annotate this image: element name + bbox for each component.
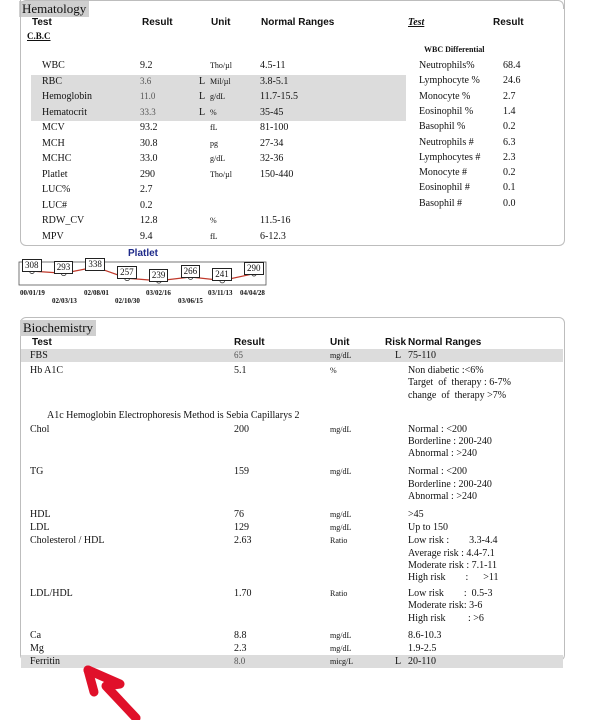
hema-test-name: RDW_CV xyxy=(42,215,85,226)
bio-normal-range: Normal : <200 xyxy=(408,466,467,478)
bio-result-value: 65 xyxy=(234,350,243,360)
hema-unit: fL xyxy=(210,123,218,132)
platelet-data-label: 290 xyxy=(244,262,264,275)
bio-unit: mg/dL xyxy=(330,424,352,434)
bio-unit: % xyxy=(330,366,337,376)
bio-test-name: Ca xyxy=(30,629,42,641)
hema-result-value: 93.2 xyxy=(140,122,158,133)
hema-normal-range: 11.5-16 xyxy=(260,215,291,226)
x-tick-label: 03/02/16 xyxy=(146,289,171,297)
hema-unit: pg xyxy=(210,138,218,148)
bio-normal-range: change of therapy >7% xyxy=(408,389,507,401)
bio-risk-flag: L xyxy=(395,350,402,361)
diff-result-value: 0.2 xyxy=(503,167,516,179)
hema-test-name: RBC xyxy=(42,75,63,87)
hema-col-normal: Normal Ranges xyxy=(261,17,335,28)
diff-result-value: 0.0 xyxy=(503,197,516,209)
bio-normal-range: Abnormal : >240 xyxy=(408,448,477,460)
bio-normal-range: High risk : >6 xyxy=(408,612,484,624)
bio-result-value: 8.0 xyxy=(234,656,246,667)
hema-test-name: LUC% xyxy=(42,184,71,195)
bio-normal-range: Up to 150 xyxy=(408,522,448,534)
hematology-box-top xyxy=(20,0,564,9)
bio-test-name: HDL xyxy=(30,509,51,520)
hema-test-name: Hemoglobin xyxy=(42,91,92,102)
platelet-chart-title: Platlet xyxy=(128,248,159,259)
bio-normal-range: Target of therapy : 6-7% xyxy=(408,377,511,389)
bio-result-value: 2.3 xyxy=(234,643,247,654)
hema-normal-range: 32-36 xyxy=(260,153,284,164)
red-arrow-icon xyxy=(80,662,160,720)
x-tick-label: 03/06/15 xyxy=(178,297,203,305)
diff-result-value: 0.1 xyxy=(503,182,516,194)
diff-test-name: Monocyte # xyxy=(419,167,468,179)
hema-normal-range: 81-100 xyxy=(260,122,289,133)
bio-normal-range: Non diabetic :<6% xyxy=(408,365,484,377)
hema-result-value: 0.2 xyxy=(140,199,153,211)
diff-test-name: Neutrophils% xyxy=(419,60,475,71)
hema-normal-range: 11.7-15.5 xyxy=(260,91,298,102)
bio-normal-range: Moderate risk: 3-6 xyxy=(408,600,483,612)
hema-test-name: WBC xyxy=(42,60,65,71)
diff-result-value: 0.2 xyxy=(503,121,516,133)
x-tick-label: 02/03/13 xyxy=(52,297,77,305)
hema-test-name: LUC# xyxy=(42,199,67,211)
hema-col-test2: Test xyxy=(408,17,425,28)
hema-normal-range: 27-34 xyxy=(260,137,284,149)
bio-normal-range: >45 xyxy=(408,509,424,520)
diff-test-name: Lymphocyte % xyxy=(419,75,480,87)
biochemistry-title: Biochemistry xyxy=(20,320,96,336)
hematology-box xyxy=(20,0,565,246)
hema-unit: % xyxy=(210,216,217,225)
hema-col-unit: Unit xyxy=(211,17,231,28)
bio-normal-range: 8.6-10.3 xyxy=(408,629,442,641)
hema-unit: Tho/µl xyxy=(210,61,232,70)
diff-test-name: Lymphocytes # xyxy=(419,151,481,163)
platelet-data-label: 293 xyxy=(54,261,74,274)
hema-unit: g/dL xyxy=(210,154,226,163)
hema-unit: Tho/µl xyxy=(210,169,232,179)
bio-unit: mg/dL xyxy=(330,510,352,519)
hema-normal-range: 150-440 xyxy=(260,168,294,180)
bio-result-value: 5.1 xyxy=(234,365,247,377)
row-highlight xyxy=(21,349,563,362)
bio-unit: mg/dL xyxy=(330,644,352,653)
diff-result-value: 24.6 xyxy=(503,75,521,87)
bio-col-risk: Risk xyxy=(385,337,407,348)
hema-normal-range: 4.5-11 xyxy=(260,60,286,71)
hema-result-value: 9.4 xyxy=(140,230,153,242)
bio-normal-range: Borderline : 200-240 xyxy=(408,436,492,447)
platelet-data-label: 266 xyxy=(181,265,201,278)
bio-test-name: Ferritin xyxy=(30,656,60,668)
bio-normal-range: Moderate risk : 7.1-11 xyxy=(408,559,498,571)
bio-result-value: 8.8 xyxy=(234,629,247,641)
hema-result-value: 12.8 xyxy=(140,215,158,226)
hema-low-flag: L xyxy=(199,106,206,118)
hema-test-name: MCV xyxy=(42,122,65,133)
bio-unit: mg/dL xyxy=(330,630,352,640)
hema-col-result2: Result xyxy=(493,17,524,28)
platelet-data-label: 239 xyxy=(149,269,169,282)
method-note: A1c Hemoglobin Electrophoresis Method is Sebia Capillarys 2 xyxy=(47,409,300,421)
hema-result-value: 30.8 xyxy=(140,137,158,149)
bio-unit: micg/L xyxy=(330,657,354,667)
bio-test-name: TG xyxy=(30,466,44,478)
bio-result-value: 129 xyxy=(234,522,249,534)
x-tick-label: 04/04/28 xyxy=(240,289,265,297)
hema-result-value: 33.3 xyxy=(140,106,156,117)
diff-test-name: Monocyte % xyxy=(419,90,471,102)
bio-test-name: Hb A1C xyxy=(30,365,64,377)
platelet-data-label: 257 xyxy=(117,266,137,279)
hema-normal-range: 3.8-5.1 xyxy=(260,75,289,87)
hema-unit: fL xyxy=(210,231,218,241)
diff-result-value: 2.3 xyxy=(503,151,516,163)
hema-low-flag: L xyxy=(199,75,206,87)
diff-test-name: Neutrophils # xyxy=(419,136,474,148)
hema-result-value: 9.2 xyxy=(140,60,153,71)
x-tick-label: 02/10/30 xyxy=(115,297,140,305)
bio-normal-range: Low risk : 3.3-4.4 xyxy=(408,535,498,547)
bio-normal-range: 1.9-2.5 xyxy=(408,643,437,654)
bio-unit: Ratio xyxy=(330,536,348,546)
bio-result-value: 159 xyxy=(234,466,249,478)
bio-test-name: LDL/HDL xyxy=(30,588,73,600)
hema-result-value: 11.0 xyxy=(140,91,156,101)
bio-col-normal: Normal Ranges xyxy=(408,337,482,348)
cbc-label: C.B.C xyxy=(27,31,51,41)
bio-col-test: Test xyxy=(32,337,52,348)
platelet-data-label: 241 xyxy=(212,268,232,281)
hema-normal-range: 6-12.3 xyxy=(260,230,286,242)
diff-result-value: 2.7 xyxy=(503,90,516,102)
bio-normal-range: 75-110 xyxy=(408,350,436,361)
bio-test-name: Cholesterol / HDL xyxy=(30,535,105,547)
hema-unit: g/dL xyxy=(210,92,226,101)
hema-normal-range: 35-45 xyxy=(260,106,284,118)
bio-col-result: Result xyxy=(234,337,265,348)
hema-test-name: Platlet xyxy=(42,168,68,180)
diff-result-value: 6.3 xyxy=(503,136,516,148)
bio-normal-range: Normal : <200 xyxy=(408,423,467,435)
bio-test-name: LDL xyxy=(30,522,50,534)
row-highlight xyxy=(31,106,406,122)
bio-unit: Ratio xyxy=(330,589,348,599)
hema-col-result: Result xyxy=(142,17,173,28)
bio-result-value: 1.70 xyxy=(234,588,252,600)
hema-result-value: 290 xyxy=(140,168,155,180)
hema-test-name: MCHC xyxy=(42,153,72,164)
hema-test-name: Hematocrit xyxy=(42,106,87,118)
hema-test-name: MCH xyxy=(42,137,65,149)
bio-normal-range: Borderline : 200-240 xyxy=(408,478,492,490)
platelet-data-label: 308 xyxy=(22,259,42,272)
bio-unit: mg/dL xyxy=(330,351,352,360)
wbc-differential-title: WBC Differential xyxy=(424,45,485,54)
bio-test-name: Mg xyxy=(30,643,44,654)
x-tick-label: 02/08/01 xyxy=(84,289,109,297)
hematology-title: Hematology xyxy=(19,1,89,17)
hema-low-flag: L xyxy=(199,91,206,102)
hema-test-name: MPV xyxy=(42,230,64,242)
diff-result-value: 1.4 xyxy=(503,105,516,117)
diff-test-name: Eosinophil % xyxy=(419,105,474,117)
bio-result-value: 76 xyxy=(234,509,244,520)
diff-test-name: Basophil # xyxy=(419,197,463,209)
x-tick-label: 00/01/19 xyxy=(20,289,45,297)
hema-result-value: 2.7 xyxy=(140,184,153,195)
bio-test-name: Chol xyxy=(30,423,50,435)
bio-normal-range: High risk : >11 xyxy=(408,572,499,583)
hema-result-value: 3.6 xyxy=(140,75,152,86)
bio-normal-range: Average risk : 4.4-7.1 xyxy=(408,547,495,559)
diff-test-name: Eosinophil # xyxy=(419,182,470,194)
bio-risk-flag: L xyxy=(395,656,402,668)
bio-unit: mg/dL xyxy=(330,523,352,533)
diff-result-value: 68.4 xyxy=(503,60,521,71)
hema-result-value: 33.0 xyxy=(140,153,158,164)
hema-unit: % xyxy=(210,107,217,117)
diff-test-name: Basophil % xyxy=(419,121,466,133)
x-tick-label: 03/11/13 xyxy=(208,289,233,297)
hema-unit: Mil/µl xyxy=(210,76,231,86)
bio-test-name: FBS xyxy=(30,350,48,361)
bio-col-unit: Unit xyxy=(330,337,350,348)
bio-normal-range: Abnormal : >240 xyxy=(408,490,477,502)
hema-col-test: Test xyxy=(32,17,52,28)
bio-normal-range: Low risk : 0.5-3 xyxy=(408,588,493,600)
bio-result-value: 200 xyxy=(234,423,249,435)
bio-normal-range: 20-110 xyxy=(408,656,436,668)
bio-unit: mg/dL xyxy=(330,467,352,477)
bio-result-value: 2.63 xyxy=(234,535,252,547)
platelet-data-label: 338 xyxy=(85,258,105,271)
